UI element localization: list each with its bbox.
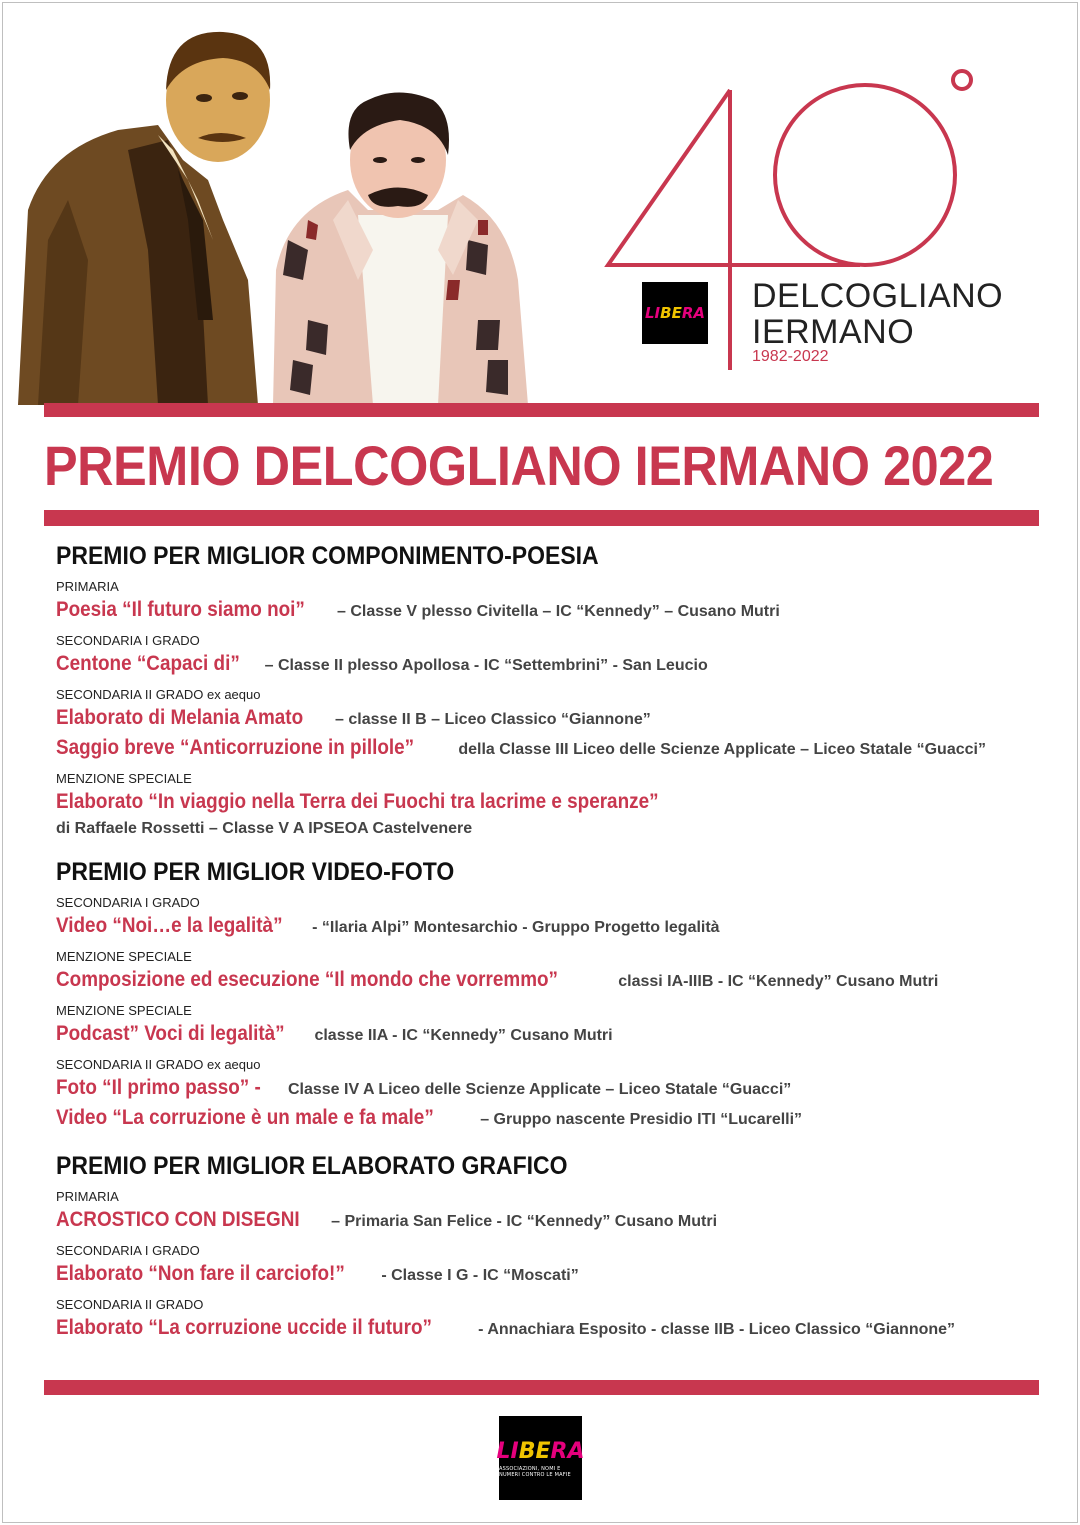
award-entry: [56, 650, 1046, 680]
award-title: Video “La corruzione è un male e fa male”: [56, 1106, 434, 1129]
award-title: Elaborato “Non fare il carciofo!”: [56, 1262, 345, 1285]
school-grade-label: MENZIONE SPECIALE: [56, 771, 192, 786]
award-winner-detail: – Classe II plesso Apollosa - IC “Settembrini” - San Leucio: [260, 657, 708, 674]
award-winner-detail: - “Ilaria Alpi” Montesarchio - Gruppo Progetto legalità: [307, 919, 720, 936]
award-winner-detail: classi IA-IIIB - IC “Kennedy” Cusano Mutri: [613, 973, 939, 990]
libera-logo-text: LIBERA: [496, 1438, 585, 1464]
award-winner-detail: – Classe V plesso Civitella – IC “Kennedy” – Cusano Mutri: [332, 603, 780, 620]
award-title: Composizione ed esecuzione “Il mondo che vorremmo”: [56, 968, 559, 991]
school-grade-label: MENZIONE SPECIALE: [56, 949, 192, 964]
libera-logo-bottom: [496, 1416, 585, 1500]
top-divider-bar: [44, 403, 1039, 417]
award-section: [56, 1150, 1046, 1344]
school-grade-label: PRIMARIA: [56, 1189, 119, 1204]
award-entry: [56, 1314, 1046, 1344]
award-entry: [56, 1020, 1046, 1050]
section-title: PREMIO PER MIGLIOR ELABORATO GRAFICO: [56, 1152, 568, 1180]
school-grade-label: SECONDARIA I GRADO: [56, 895, 200, 910]
libera-tagline: ASSOCIAZIONI, NOMI E NUMERI CONTRO LE MAFIE: [499, 1465, 571, 1478]
award-title: Saggio breve “Anticorruzione in pillole”: [56, 736, 415, 759]
award-title: Foto “Il primo passo” -: [56, 1076, 261, 1099]
libera-logo-small: [642, 282, 708, 344]
award-entry: [56, 912, 1046, 942]
school-grade-label: SECONDARIA II GRADO ex aequo: [56, 1057, 261, 1072]
award-winner-detail: – classe II B – Liceo Classico “Giannone”: [330, 711, 651, 728]
award-winner-detail: - Annachiara Esposito - classe IIB - Liceo Classico “Giannone”: [473, 1321, 956, 1338]
award-title: Elaborato “In viaggio nella Terra dei Fuochi tra lacrime e speranze”: [56, 790, 659, 813]
portrait-illustration: [8, 20, 568, 405]
brand-name-line1: DELCOGLIANO: [752, 277, 1004, 315]
award-title: Elaborato “La corruzione uccide il futuro”: [56, 1316, 432, 1339]
award-entry: [56, 1104, 1046, 1134]
award-section: [56, 856, 1046, 1134]
libera-logo-text: LIBERA: [645, 304, 705, 322]
award-title: Centone “Capaci di”: [56, 652, 240, 675]
award-entry: [56, 1260, 1046, 1290]
school-grade-label: SECONDARIA II GRADO ex aequo: [56, 687, 261, 702]
award-entry: [56, 1206, 1046, 1236]
award-title: Elaborato di Melania Amato: [56, 706, 304, 729]
award-winner-detail: della Classe III Liceo delle Scienze Applicate – Liceo Statale “Guacci”: [453, 741, 986, 758]
page-title: PREMIO DELCOGLIANO IERMANO 2022: [44, 434, 994, 497]
award-entry: [56, 966, 1046, 996]
award-winner-detail: - Classe I G - IC “Moscati”: [376, 1267, 579, 1284]
awards-list: [56, 540, 1046, 1360]
title-divider-bar: [44, 510, 1039, 526]
award-entry: [56, 596, 1046, 626]
bottom-divider-bar: [44, 1380, 1039, 1395]
award-winner-detail: – Gruppo nascente Presidio ITI “Lucarelli”: [475, 1111, 803, 1128]
award-winner-detail: – Primaria San Felice - IC “Kennedy” Cusano Mutri: [326, 1213, 718, 1230]
award-entry: [56, 788, 1046, 818]
award-title: Podcast” Voci di legalità”: [56, 1022, 285, 1045]
award-winner-detail: Classe IV A Liceo delle Scienze Applicate – Liceo Statale “Guacci”: [283, 1081, 792, 1098]
school-grade-label: PRIMARIA: [56, 579, 119, 594]
school-grade-label: SECONDARIA I GRADO: [56, 633, 200, 648]
award-title: Poesia “Il futuro siamo noi”: [56, 598, 305, 621]
section-title: PREMIO PER MIGLIOR VIDEO-FOTO: [56, 858, 455, 886]
brand-name-line2: IERMANO: [752, 313, 915, 351]
section-title: PREMIO PER MIGLIOR COMPONIMENTO-POESIA: [56, 542, 599, 570]
school-grade-label: SECONDARIA I GRADO: [56, 1243, 200, 1258]
school-grade-label: SECONDARIA II GRADO: [56, 1297, 204, 1312]
brand-years: 1982-2022: [752, 348, 829, 365]
award-winner-detail: di Raffaele Rossetti – Classe V A IPSEOA Castelvenere: [56, 820, 473, 837]
award-section: [56, 540, 1046, 840]
award-entry: [56, 734, 1046, 764]
award-entry: [56, 704, 1046, 734]
award-title: Video “Noi…e la legalità”: [56, 914, 283, 937]
award-title: ACROSTICO CON DISEGNI: [56, 1208, 300, 1231]
award-entry: [56, 1074, 1046, 1104]
award-winner-detail: classe IIA - IC “Kennedy” Cusano Mutri: [310, 1027, 613, 1044]
school-grade-label: MENZIONE SPECIALE: [56, 1003, 192, 1018]
